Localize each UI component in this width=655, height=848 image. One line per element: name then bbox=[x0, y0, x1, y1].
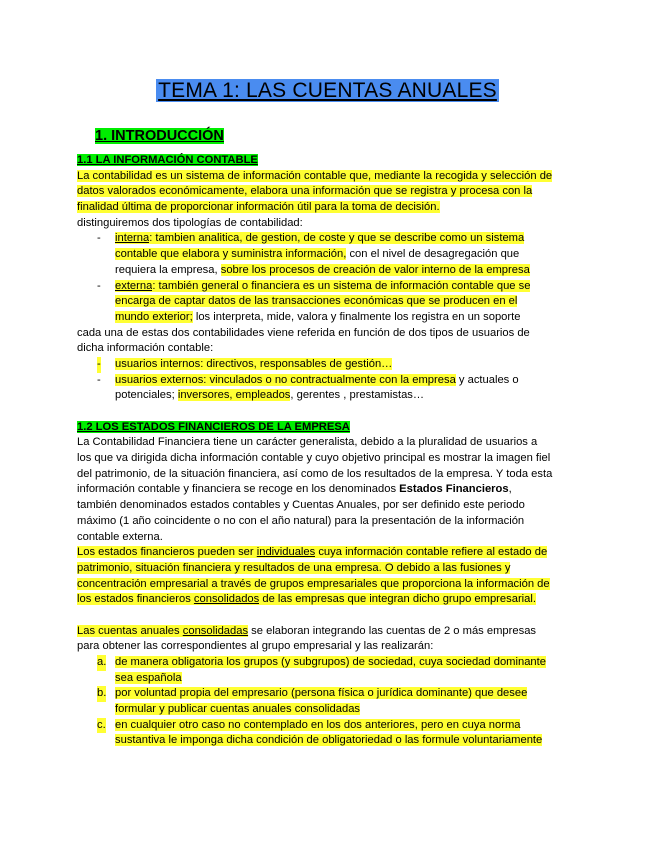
bullet-marker: - bbox=[97, 373, 101, 386]
section-heading-introduccion: 1. INTRODUCCIÓN bbox=[95, 128, 224, 144]
paragraph-line: distinguiremos dos tipologías de contabilidad: bbox=[77, 216, 303, 229]
paragraph-line: finalidad última de proporcionar información útil para la toma de decisión. bbox=[77, 201, 440, 214]
paragraph-line: del patrimonio, de la situación financiera, así como de los resultados de la empresa. Y toda esta bbox=[77, 467, 553, 480]
subsection-heading-estados-financieros: 1.2 LOS ESTADOS FINANCIEROS DE LA EMPRESA bbox=[77, 420, 350, 433]
paragraph-line: también denominados estados contables y Cuentas Anuales, por ser definido este periodo bbox=[77, 499, 525, 512]
paragraph-line: los estados financieros consolidados de las empresas que integran dicho grupo empresarial. bbox=[77, 593, 536, 606]
paragraph-line: contable externa. bbox=[77, 530, 163, 543]
paragraph-line: para obtener las correspondientes al grupo empresarial y las realizarán: bbox=[77, 640, 434, 653]
paragraph-line: Los estados financieros pueden ser individuales cuya información contable refiere al estado de bbox=[77, 546, 548, 559]
paragraph-line: información contable y financiera se recoge en los denominados Estados Financieros, bbox=[77, 483, 512, 496]
list-item-usuarios-internos: - usuarios internos: directivos, responsables de gestión… bbox=[77, 357, 587, 373]
bullet-marker: - bbox=[97, 232, 101, 245]
paragraph-line: los que va dirigida dicha información contable y cuyo objetivo principal es mostrar la imagen fiel bbox=[77, 452, 551, 465]
paragraph-line: patrimonio, situación financiera y resultados de una empresa. O debido a las fusiones y bbox=[77, 561, 511, 574]
paragraph-line: datos valorados económicamente, elabora una información que se registra y procesa con la bbox=[77, 185, 533, 198]
subsection-heading-informacion-contable: 1.1 LA INFORMACIÓN CONTABLE bbox=[77, 154, 258, 166]
list-item-a: a. de manera obligatoria los grupos (y subgrupos) de sociedad, cuya sociedad dominante sea española bbox=[97, 656, 546, 684]
list-marker: c. bbox=[97, 718, 106, 734]
paragraph-line: dicha información contable: bbox=[77, 342, 214, 355]
document-title-block bbox=[0, 79, 655, 103]
list-item-b: b. por voluntad propia del empresario (persona física o jurídica dominante) que desee formular y publicar cuentas anuales consolidadas bbox=[97, 687, 528, 716]
document-body bbox=[77, 153, 587, 749]
paragraph-line: concentración empresarial a través de grupos empresariales que proporciona la información de bbox=[77, 577, 550, 590]
bullet-marker: - bbox=[97, 357, 101, 373]
document-title: TEMA 1: LAS CUENTAS ANUALES bbox=[158, 79, 497, 102]
list-marker: a. bbox=[97, 655, 106, 671]
list-item-externa: - externa: también general o financiera es un sistema de información contable que se encarga de captar datos de las transacciones económicas que se producen en el mundo exterior; los interpreta, mide, valora y finalmente los registra en un soporte bbox=[97, 279, 531, 323]
paragraph-line: cada una de estas dos contabilidades viene referida en función de dos tipos de usuarios de bbox=[77, 326, 530, 339]
list-item-c: c. en cualquier otro caso no contemplado en los dos anteriores, pero en cuya norma sustantiva le imponga dicha condición de obligatoriedad o las formule voluntariamente bbox=[97, 718, 543, 747]
paragraph-line: La contabilidad es un sistema de información contable que, mediante la recogida y selección de bbox=[77, 169, 553, 182]
paragraph-line: máximo (1 año coincidente o no con el año natural) para la presentación de la información bbox=[77, 514, 525, 527]
bullet-marker: - bbox=[97, 279, 101, 292]
list-marker: b. bbox=[97, 686, 106, 702]
paragraph-line: Las cuentas anuales consolidadas se elaboran integrando las cuentas de 2 o más empresas bbox=[77, 624, 537, 637]
paragraph-line: La Contabilidad Financiera tiene un carácter generalista, debido a la pluralidad de usuarios a bbox=[77, 436, 538, 449]
list-item-interna: - interna: tambien analitica, de gestion, de coste y que se describe como un sistema contable que elabora y suministra información, con el nivel de desagregación que requiera la empresa, sobre los procesos de creación de valor interno de la empresa bbox=[97, 232, 530, 276]
term-estados-financieros: Estados Financieros bbox=[399, 483, 509, 496]
list-item-usuarios-externos: - usuarios externos: vinculados o no contractualmente con la empresa y actuales o potenciales; inversores, empleados, gerentes , prestamistas… bbox=[97, 373, 519, 402]
